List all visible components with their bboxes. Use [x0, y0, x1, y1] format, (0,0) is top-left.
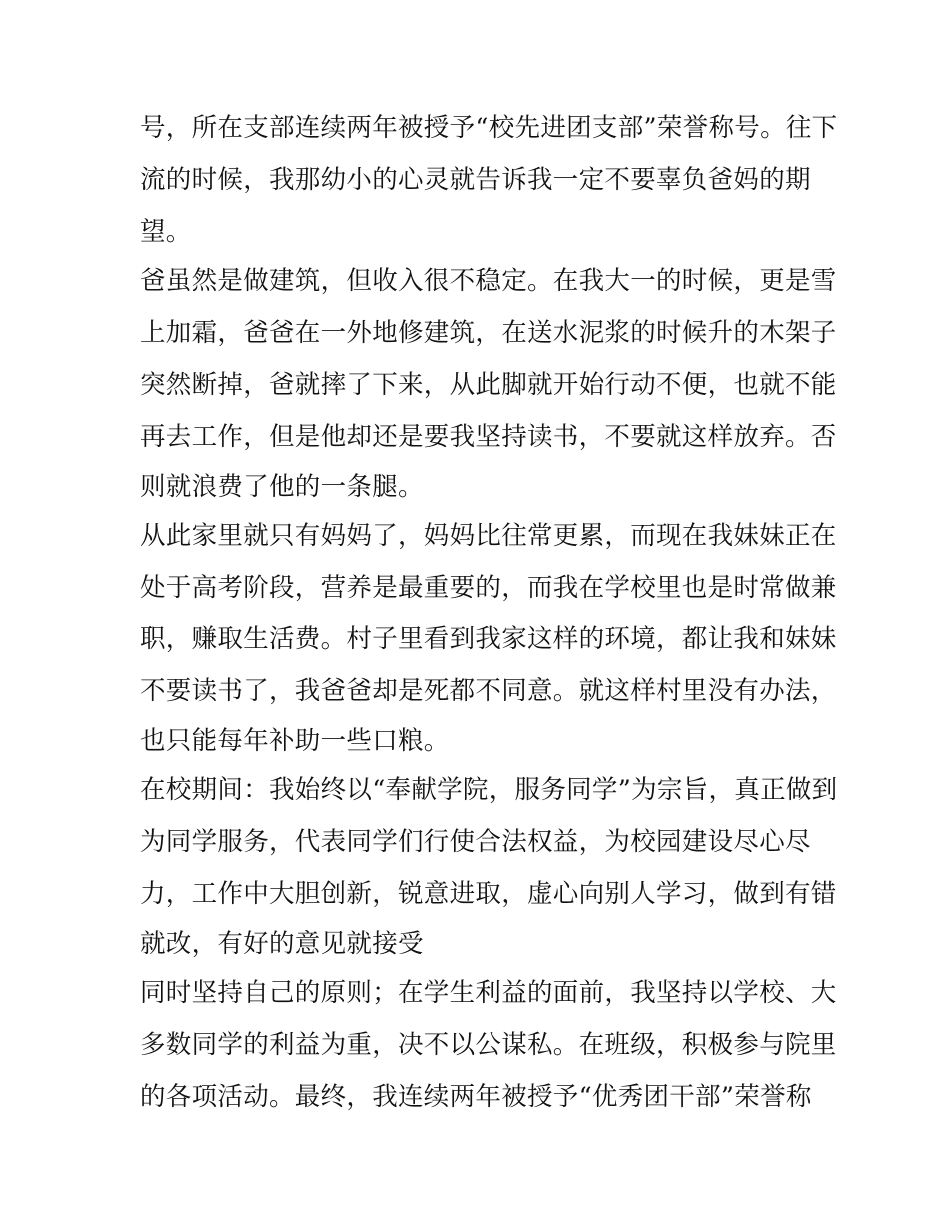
text-line: 上加霜，爸爸在一外地修建筑，在送水泥浆的时候升的木架子	[140, 318, 837, 348]
text-line: 就改，有好的意见就接受	[140, 929, 424, 959]
text-line: 职，赚取生活费。村子里看到我家这样的环境，都让我和妹妹	[140, 624, 837, 654]
text-line: 力，工作中大胆创新，锐意进取，虚心向别人学习，做到有错	[140, 879, 837, 909]
text-line: 爸虽然是做建筑，但收入很不稳定。在我大一的时候，更是雪	[140, 266, 837, 296]
text-line: 也只能每年补助一些口粮。	[140, 726, 450, 756]
text-line: 在校期间：我始终以“奉献学院，服务同学”为宗旨，真正做到	[140, 775, 838, 805]
text-line: 突然断掉，爸就摔了下来，从此脚就开始行动不便，也就不能	[140, 370, 837, 400]
text-line: 从此家里就只有妈妈了，妈妈比往常更累，而现在我妹妹正在	[140, 521, 837, 551]
text-line: 再去工作，但是他却还是要我坚持读书，不要就这样放弃。否	[140, 422, 837, 452]
text-line: 不要读书了，我爸爸却是死都不同意。就这样村里没有办法，	[140, 676, 837, 706]
text-line: 则就浪费了他的一条腿。	[140, 472, 424, 502]
text-line: 的各项活动。最终，我连续两年被授予“优秀团干部”荣誉称	[140, 1082, 812, 1112]
text-line: 多数同学的利益为重，决不以公谋私。在班级，积极参与院里	[140, 1030, 837, 1060]
text-line: 号，所在支部连续两年被授予“校先进团支部”荣誉称号。往下	[140, 113, 838, 143]
text-line: 同时坚持自己的原则；在学生利益的面前，我坚持以学校、大	[140, 978, 837, 1008]
text-line: 流的时候，我那幼小的心灵就告诉我一定不要辜负爸妈的期	[140, 165, 811, 195]
text-line: 望。	[140, 217, 192, 247]
text-line: 为同学服务，代表同学们行使合法权益，为校园建设尽心尽	[140, 827, 811, 857]
text-line: 处于高考阶段，营养是最重要的，而我在学校里也是时常做兼	[140, 573, 837, 603]
